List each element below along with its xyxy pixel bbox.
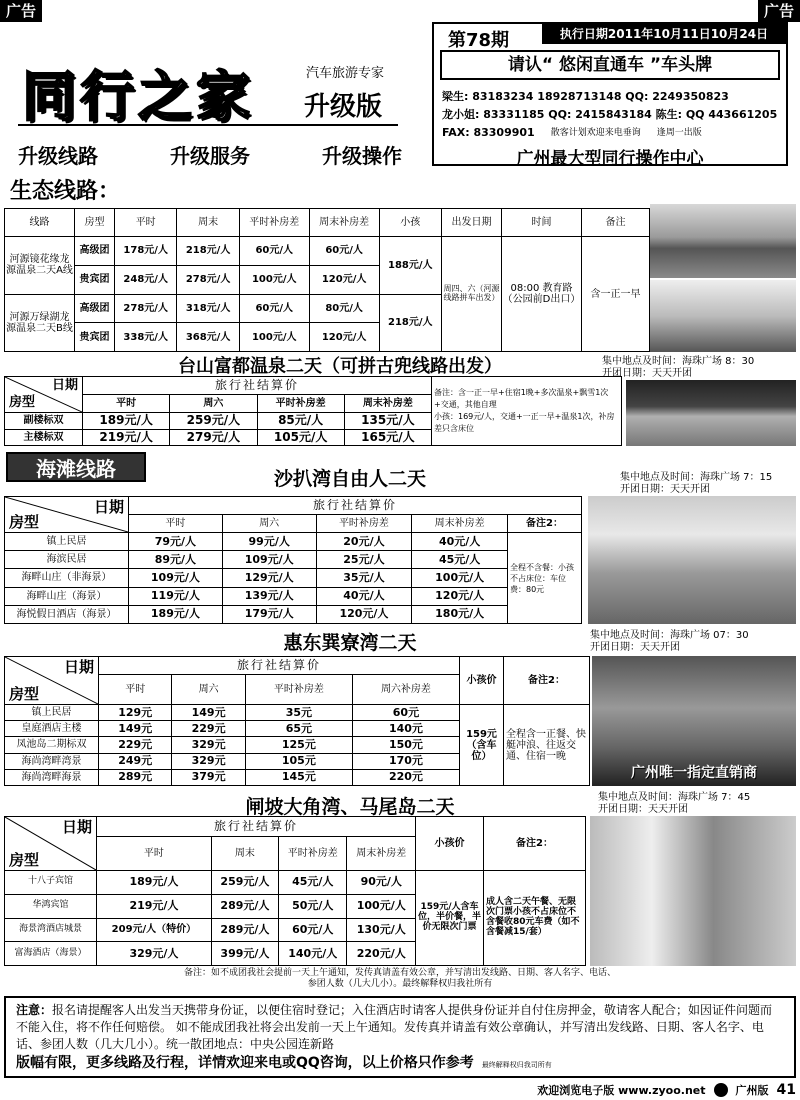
col-header: 小孩价 bbox=[460, 657, 504, 705]
child-price: 159元（含车位） bbox=[460, 705, 504, 786]
table-cell: 90元/人 bbox=[347, 871, 416, 895]
col-header: 小孩价 bbox=[416, 817, 484, 871]
table-cell: 50元/人 bbox=[278, 894, 346, 918]
table-cell: 85元/人 bbox=[257, 413, 344, 430]
col-header: 周末补房差 bbox=[309, 209, 379, 237]
table-cell: 178元/人 bbox=[115, 237, 177, 266]
brand-header bbox=[0, 22, 428, 172]
page-number: 41 bbox=[776, 1082, 796, 1098]
route-name: 河源万绿湖龙源温泉二天B线 bbox=[5, 294, 75, 352]
room-type: 海畔山庄（海景） bbox=[5, 587, 129, 605]
meet-point: 集中地点及时间：海珠广场 7：15 bbox=[620, 472, 773, 483]
corner-date: 日期 bbox=[63, 658, 94, 676]
table-cell: 79元/人 bbox=[129, 533, 223, 551]
settle-header: 旅行社结算价 bbox=[83, 377, 432, 395]
col-header: 平时补房差 bbox=[245, 675, 352, 705]
table-cell: 120元/人 bbox=[309, 323, 379, 352]
table-cell: 60元/人 bbox=[239, 294, 309, 323]
table-cell: 278元/人 bbox=[115, 294, 177, 323]
col-header: 平时补房差 bbox=[257, 395, 344, 413]
table-cell: 229元 bbox=[99, 737, 172, 753]
table-cell: 289元/人 bbox=[211, 918, 278, 942]
corner-room: 房型 bbox=[9, 512, 40, 531]
table-cell: 248元/人 bbox=[115, 265, 177, 294]
table-cell: 120元/人 bbox=[309, 265, 379, 294]
table-cell: 65元 bbox=[245, 721, 352, 737]
room-type: 海尚湾畔湾景 bbox=[5, 753, 99, 769]
table-cell: 139元/人 bbox=[222, 587, 316, 605]
huidong-table bbox=[4, 656, 590, 786]
col-header: 平时 bbox=[83, 395, 170, 413]
table-cell: 220元/人 bbox=[347, 942, 416, 966]
room-type: 海滨民居 bbox=[5, 551, 129, 569]
room-type: 华鸿宾馆 bbox=[5, 894, 97, 918]
footer-edition: 广州版 bbox=[735, 1084, 769, 1097]
depart-date: 周四、六（河源线路拼车出发） bbox=[442, 237, 502, 352]
brand-name: 同行之家 bbox=[22, 65, 254, 128]
table-cell: 170元 bbox=[352, 753, 459, 769]
col-header: 平时 bbox=[97, 837, 212, 871]
table-cell: 35元/人 bbox=[316, 569, 412, 587]
table-cell: 135元/人 bbox=[344, 413, 431, 430]
taishan-note: 备注：含一正一早+住宿1晚+多次温泉+飘雪1次+交通，其他自理 bbox=[434, 388, 609, 409]
brand-version: 升级版 bbox=[304, 92, 383, 122]
notice-text: 报名请提醒客人出发当天携带身份证，以便住宿时登记；入住酒店时请客人提供身份证并自付住房押金，敬请客人配合；如因证件问题而不能入住，将不作任何赔偿。 如不能成团我社将会出发前一天上午通知。发传真并请盖有效公章确认，并写清出发线路、日期、客人名字、电话、参团人数（几大几小）。统一散团地点：中央公园连新路 bbox=[16, 1003, 773, 1051]
taishan-table bbox=[4, 376, 622, 446]
contact-line: 龙小姐: 83331185 QQ: 2415843184 陈生: QQ 443661205 bbox=[442, 108, 778, 121]
table-cell: 60元/人 bbox=[309, 237, 379, 266]
col-header: 周六 bbox=[170, 395, 257, 413]
slogans bbox=[18, 140, 402, 169]
table-cell: 109元/人 bbox=[222, 551, 316, 569]
corner-room: 房型 bbox=[9, 394, 36, 410]
shapa-table bbox=[4, 496, 582, 624]
beach-routes-label: 海滩线路 bbox=[6, 452, 146, 482]
logo-icon bbox=[714, 1083, 728, 1097]
col-header: 周六 bbox=[222, 515, 316, 533]
notice-bold: 版幅有限，更多线路及行程，详情欢迎来电或QQ咨询，以上价格只作参考 bbox=[16, 1055, 474, 1071]
table-cell: 165元/人 bbox=[344, 429, 431, 446]
col-header: 备注2： bbox=[504, 657, 590, 705]
table-cell: 329元 bbox=[172, 753, 245, 769]
table-cell: 99元/人 bbox=[222, 533, 316, 551]
table-cell: 318元/人 bbox=[177, 294, 239, 323]
table-cell: 219元/人 bbox=[83, 429, 170, 446]
table-cell: 贵宾团 bbox=[75, 323, 115, 352]
weekly-note: 逢周一出版 bbox=[656, 128, 702, 138]
footnote: 备注：如不成团我社会提前一天上午通知，发传真请盖有效公章，并写清出发线路、日期、客人名字、电话、参团人数（几大几小）。最终解释权归我社所有 bbox=[183, 968, 616, 989]
slogan-routes: 升级线路 bbox=[18, 144, 98, 168]
zhapo-meet bbox=[598, 792, 750, 816]
issue-box bbox=[432, 22, 788, 169]
table-cell: 109元/人 bbox=[129, 569, 223, 587]
table-cell: 289元/人 bbox=[211, 894, 278, 918]
room-type: 主楼标双 bbox=[5, 429, 83, 446]
table-cell: 100元/人 bbox=[239, 265, 309, 294]
room-type: 镇上民居 bbox=[5, 533, 129, 551]
open-date: 开团日期：天天开团 bbox=[602, 368, 692, 379]
fax-note: 散客计划欢迎来电垂询 bbox=[550, 128, 641, 138]
table-cell: 高级团 bbox=[75, 294, 115, 323]
table-cell: 259元/人 bbox=[211, 871, 278, 895]
operation-center: 广州最大型同行操作中心 bbox=[516, 149, 704, 169]
table-cell: 189元/人 bbox=[129, 605, 223, 623]
meet-point: 集中地点及时间：海珠广场 8：30 bbox=[602, 356, 755, 367]
table-cell: 379元 bbox=[172, 769, 245, 785]
table-cell: 130元/人 bbox=[347, 918, 416, 942]
huidong-note: 全程含一正餐、快艇冲浪、往返交通、住宿一晚 bbox=[504, 705, 590, 786]
room-type: 富海酒店（海景） bbox=[5, 942, 97, 966]
table-cell: 105元/人 bbox=[257, 429, 344, 446]
table-cell: 40元/人 bbox=[316, 587, 412, 605]
table-cell: 149元 bbox=[172, 705, 245, 721]
child-price: 188元/人 bbox=[379, 237, 441, 295]
table-cell: 219元/人 bbox=[97, 894, 212, 918]
room-type: 海悦假日酒店（海景） bbox=[5, 605, 129, 623]
room-type: 海畔山庄（非海景） bbox=[5, 569, 129, 587]
corner-room: 房型 bbox=[9, 850, 40, 869]
table-cell: 329元 bbox=[172, 737, 245, 753]
table-cell: 120元/人 bbox=[412, 587, 508, 605]
lake-photo bbox=[650, 204, 796, 278]
zhapo-note: 成人含二天午餐、无限次门票小孩不占床位不含餐收80元车费（如不含餐减15/套） bbox=[484, 871, 586, 966]
col-header: 平时 bbox=[115, 209, 177, 237]
table-cell: 329元/人 bbox=[97, 942, 212, 966]
notice-box bbox=[4, 996, 796, 1078]
table-cell: 45元/人 bbox=[278, 871, 346, 895]
table-cell: 100元/人 bbox=[239, 323, 309, 352]
zhapo-table bbox=[4, 816, 586, 966]
col-header: 平时补房差 bbox=[316, 515, 412, 533]
table-cell: 249元 bbox=[99, 753, 172, 769]
eco-table bbox=[4, 208, 650, 352]
shapa-title: 沙扒湾自由人二天 bbox=[273, 468, 426, 490]
table-cell: 189元/人 bbox=[97, 871, 212, 895]
corner-room: 房型 bbox=[9, 684, 40, 703]
taishan-title: 台山富都温泉二天（可拼古兜线路出发） bbox=[178, 356, 502, 377]
table-cell: 60元/人 bbox=[278, 918, 346, 942]
table-cell: 89元/人 bbox=[129, 551, 223, 569]
col-header: 平时 bbox=[129, 515, 223, 533]
table-cell: 125元 bbox=[245, 737, 352, 753]
recognize-banner: 请认“ 悠闲直通车 ”车头牌 bbox=[440, 50, 780, 80]
col-header: 备注 bbox=[582, 209, 650, 237]
huidong-meet bbox=[590, 630, 749, 654]
table-cell: 180元/人 bbox=[412, 605, 508, 623]
table-cell: 220元 bbox=[352, 769, 459, 785]
eco-note: 含一正一早 bbox=[582, 237, 650, 352]
huidong-title: 惠东巽寮湾二天 bbox=[283, 632, 417, 654]
table-cell: 105元 bbox=[245, 753, 352, 769]
zhapo-title: 闸坡大角湾、马尾岛二天 bbox=[245, 796, 455, 818]
open-date: 开团日期：天天开团 bbox=[620, 484, 710, 495]
child-price: 159元/人含车位，半价餐，半价无限次门票 bbox=[416, 871, 484, 966]
table-cell: 149元 bbox=[99, 721, 172, 737]
open-date: 开团日期：天天开团 bbox=[598, 804, 688, 815]
header-divider bbox=[18, 124, 398, 126]
slogan-service: 升级服务 bbox=[170, 144, 250, 168]
ad-label-right: 广告 bbox=[758, 0, 800, 22]
col-header: 平时补房差 bbox=[239, 209, 309, 237]
exec-date: 执行日期2011年10月11日10月24日 bbox=[542, 24, 786, 44]
table-cell: 129元 bbox=[99, 705, 172, 721]
corner-date: 日期 bbox=[61, 818, 92, 836]
col-header: 周末补房差 bbox=[344, 395, 431, 413]
taishan-note-child: 小孩：169元/人，交通+一正一早+温泉1次，补房差只含床位 bbox=[434, 412, 615, 433]
notice-label: 注意： bbox=[16, 1003, 53, 1017]
col-header: 小孩 bbox=[379, 209, 441, 237]
col-header: 周末 bbox=[177, 209, 239, 237]
col-header: 出发日期 bbox=[442, 209, 502, 237]
col-header: 周末补房差 bbox=[412, 515, 508, 533]
taishan-meet bbox=[602, 356, 754, 380]
zhapo-hotel-photo bbox=[590, 816, 796, 966]
col-header: 房型 bbox=[75, 209, 115, 237]
contacts bbox=[442, 88, 777, 142]
table-cell: 368元/人 bbox=[177, 323, 239, 352]
col-header: 平时 bbox=[99, 675, 172, 705]
table-cell: 279元/人 bbox=[170, 429, 257, 446]
col-header: 时间 bbox=[502, 209, 582, 237]
col-header: 备注2： bbox=[508, 515, 582, 533]
col-header: 平时补房差 bbox=[278, 837, 346, 871]
huidong-hotel-photo bbox=[592, 656, 796, 786]
table-cell: 25元/人 bbox=[316, 551, 412, 569]
table-cell: 218元/人 bbox=[177, 237, 239, 266]
col-header: 周末 bbox=[211, 837, 278, 871]
ad-label-left: 广告 bbox=[0, 0, 42, 22]
room-type: 副楼标双 bbox=[5, 413, 83, 430]
issue-number: 第78期 bbox=[448, 30, 510, 51]
table-cell: 278元/人 bbox=[177, 265, 239, 294]
col-header: 线路 bbox=[5, 209, 75, 237]
eco-title: 生态线路： bbox=[10, 179, 121, 204]
col-header: 备注2： bbox=[484, 817, 586, 871]
table-cell: 45元/人 bbox=[412, 551, 508, 569]
table-cell: 100元/人 bbox=[412, 569, 508, 587]
table-cell: 119元/人 bbox=[129, 587, 223, 605]
table-cell: 140元/人 bbox=[278, 942, 346, 966]
table-cell: 150元 bbox=[352, 737, 459, 753]
room-type: 十八子宾馆 bbox=[5, 871, 97, 895]
table-cell: 179元/人 bbox=[222, 605, 316, 623]
table-cell: 贵宾团 bbox=[75, 265, 115, 294]
table-cell: 40元/人 bbox=[412, 533, 508, 551]
table-cell: 229元 bbox=[172, 721, 245, 737]
settle-header: 旅行社结算价 bbox=[99, 657, 460, 675]
table-cell: 129元/人 bbox=[222, 569, 316, 587]
table-cell: 289元 bbox=[99, 769, 172, 785]
table-cell: 60元/人 bbox=[239, 237, 309, 266]
contact-line: 梁生: 83183234 18928713148 QQ: 2249350823 bbox=[442, 90, 729, 103]
table-cell: 399元/人 bbox=[211, 942, 278, 966]
taishan-hotel-photo bbox=[626, 380, 796, 446]
meet-point: 集中地点及时间：海珠广场 7：45 bbox=[598, 792, 751, 803]
table-cell: 20元/人 bbox=[316, 533, 412, 551]
table-cell: 140元 bbox=[352, 721, 459, 737]
settle-header: 旅行社结算价 bbox=[129, 497, 582, 515]
table-cell: 259元/人 bbox=[170, 413, 257, 430]
route-name: 河源镜花缘龙源温泉二天A线 bbox=[5, 237, 75, 295]
table-cell: 60元 bbox=[352, 705, 459, 721]
room-type: 凤池岛二期标双 bbox=[5, 737, 99, 753]
table-cell: 120元/人 bbox=[316, 605, 412, 623]
notice-rights: 最终解释权归我司所有 bbox=[481, 1061, 552, 1069]
room-type: 海景湾酒店城景 bbox=[5, 918, 97, 942]
table-cell: 209元/人（特价） bbox=[97, 918, 212, 942]
table-cell: 100元/人 bbox=[347, 894, 416, 918]
table-cell: 35元 bbox=[245, 705, 352, 721]
table-cell: 145元 bbox=[245, 769, 352, 785]
shapa-hotel-photo bbox=[588, 496, 796, 624]
footer-site: 欢迎浏览电子版 www.zyoo.net bbox=[537, 1084, 706, 1097]
open-date: 开团日期：天天开团 bbox=[590, 642, 680, 653]
table-cell: 189元/人 bbox=[83, 413, 170, 430]
table-cell: 高级团 bbox=[75, 237, 115, 266]
statue-photo bbox=[650, 280, 796, 352]
col-header: 周六补房差 bbox=[352, 675, 459, 705]
meet-point: 集中地点及时间：海珠广场 07：30 bbox=[590, 630, 749, 641]
shapa-meet bbox=[620, 472, 772, 496]
contact-fax: FAX: 83309901 bbox=[442, 126, 535, 139]
shapa-note: 全程不含餐：小孩不占床位：车位费：80元 bbox=[508, 533, 582, 624]
col-header: 周末补房差 bbox=[347, 837, 416, 871]
room-type: 镇上民居 bbox=[5, 705, 99, 721]
corner-date: 日期 bbox=[93, 498, 124, 516]
photo-caption: 广州唯一指定直销商 bbox=[631, 765, 757, 781]
table-cell: 338元/人 bbox=[115, 323, 177, 352]
page-footer bbox=[520, 1082, 796, 1098]
corner-date: 日期 bbox=[51, 378, 78, 393]
depart-time: 08:00 教育路（公园前D出口） bbox=[502, 237, 582, 352]
slogan-operation: 升级操作 bbox=[322, 144, 402, 168]
room-type: 皇庭酒店主楼 bbox=[5, 721, 99, 737]
col-header: 周六 bbox=[172, 675, 245, 705]
brand-tagline: 汽车旅游专家 bbox=[306, 66, 385, 81]
child-price: 218元/人 bbox=[379, 294, 441, 352]
table-cell: 80元/人 bbox=[309, 294, 379, 323]
room-type: 海尚湾畔海景 bbox=[5, 769, 99, 785]
settle-header: 旅行社结算价 bbox=[97, 817, 416, 837]
